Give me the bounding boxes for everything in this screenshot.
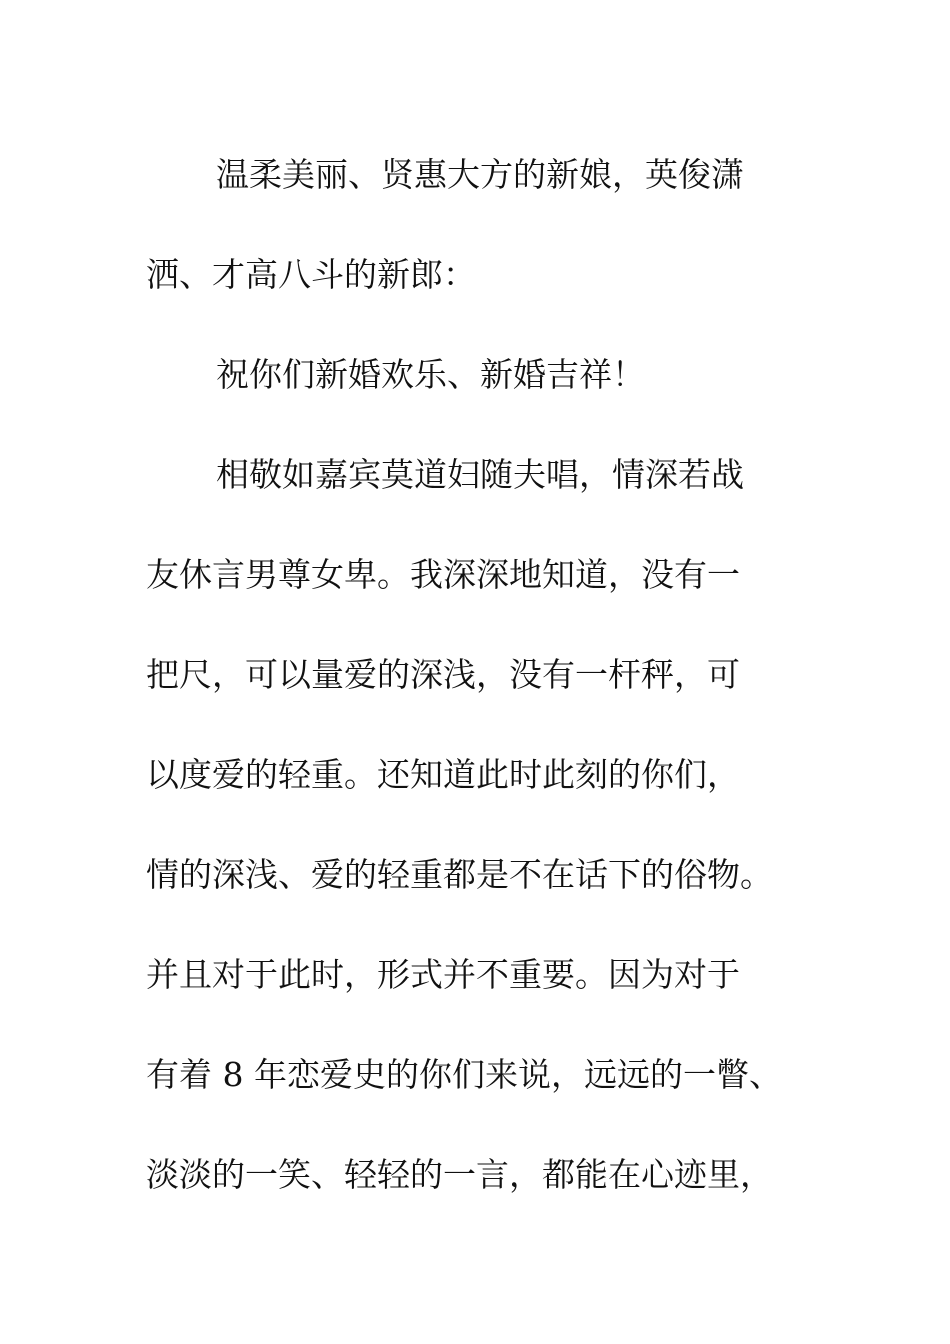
paragraph-line: 以度爱的轻重。还知道此时此刻的你们， xyxy=(146,755,740,794)
paragraph-line: 淡淡的一笑、轻轻的一言，都能在心迹里， xyxy=(146,1155,773,1194)
paragraph-line: 情的深浅、爱的轻重都是不在话下的俗物。 xyxy=(146,855,773,894)
paragraph-line: 并且对于此时，形式并不重要。因为对于 xyxy=(146,955,740,994)
paragraph-line: 祝你们新婚欢乐、新婚吉祥！ xyxy=(216,355,645,394)
paragraph-line: 把尺，可以量爱的深浅，没有一杆秤，可 xyxy=(146,655,740,694)
paragraph-line: 温柔美丽、贤惠大方的新娘，英俊潇 xyxy=(216,155,744,194)
paragraph-line: 洒、才高八斗的新郎： xyxy=(146,255,476,294)
paragraph-line: 友休言男尊女卑。我深深地知道，没有一 xyxy=(146,555,740,594)
paragraph-line: 有着 8 年恋爱史的你们来说，远远的一瞥、 xyxy=(146,1055,782,1094)
paragraph-line: 相敬如嘉宾莫道妇随夫唱，情深若战 xyxy=(216,455,744,494)
document-body xyxy=(146,125,806,1225)
